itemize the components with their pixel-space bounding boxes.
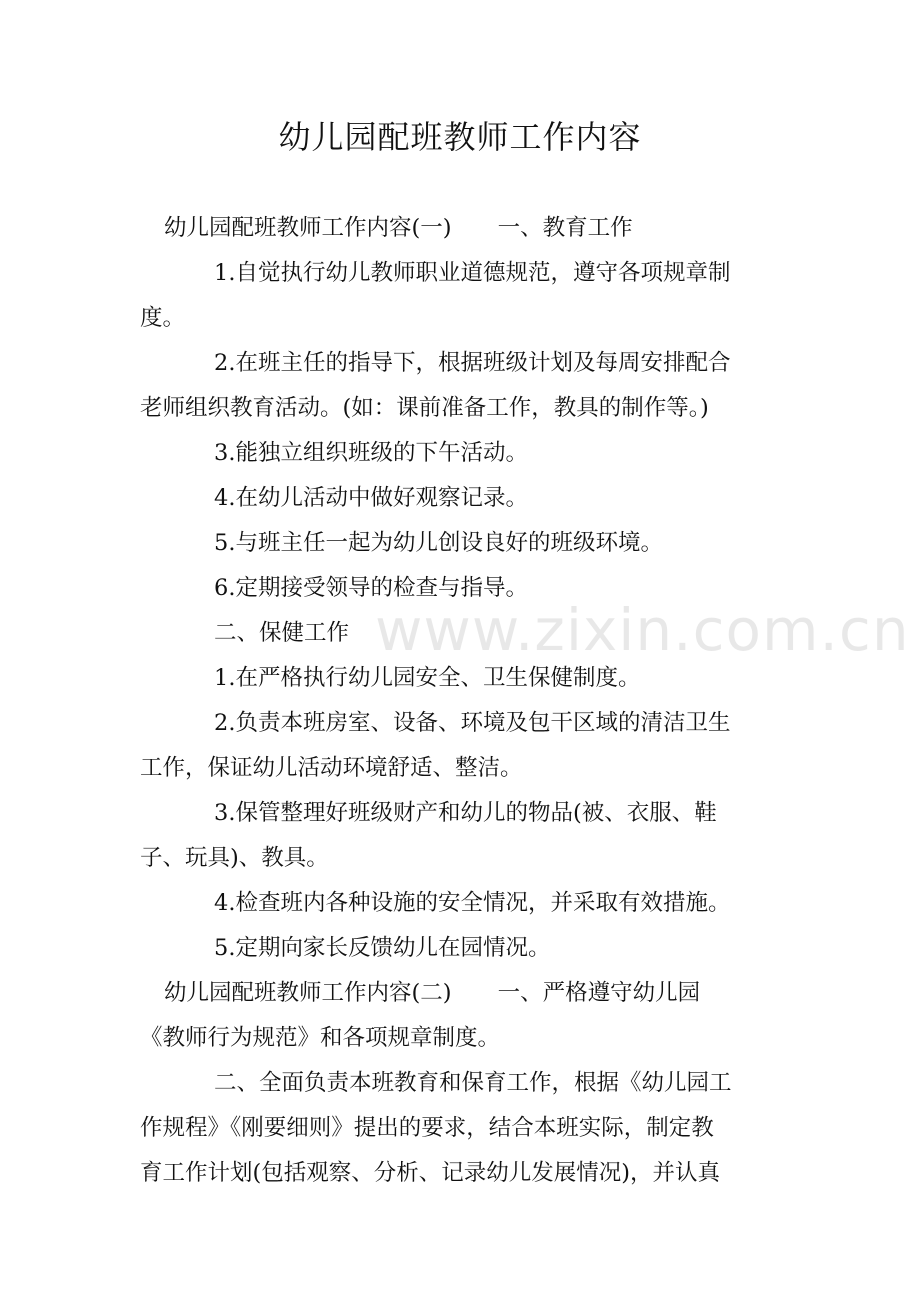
paragraph-line: 4.在幼儿活动中做好观察记录。 [214,485,528,511]
paragraph-line: 4.检查班内各种设施的安全情况，并采取有效措施。 [214,890,731,916]
watermark: www.zixin.com.cn [375,596,910,664]
paragraph-line: 1.自觉执行幼儿教师职业道德规范，遵守各项规章制 [214,260,731,286]
paragraph-line: 老师组织教育活动。(如：课前准备工作，教具的制作等。) [140,395,709,421]
paragraph-line: 子、玩具)、教具。 [140,845,329,871]
paragraph-line: 二、全面负责本班教育和保育工作，根据《幼儿园工 [214,1070,732,1096]
paragraph-line: 2.在班主任的指导下，根据班级计划及每周安排配合 [214,350,731,376]
section-title: 幼儿园配班教师工作内容(一) [164,215,452,241]
paragraph-line: 1.在严格执行幼儿园安全、卫生保健制度。 [214,665,641,691]
paragraph-line: 6.定期接受领导的检查与指导。 [214,575,528,601]
paragraph-text: 一、严格遵守幼儿园 [497,980,701,1006]
paragraph-line: 《教师行为规范》和各项规章制度。 [140,1025,501,1051]
subsection-heading: 一、教育工作 [497,215,633,241]
page-title: 幼儿园配班教师工作内容 [278,118,642,156]
paragraph-line: 5.与班主任一起为幼儿创设良好的班级环境。 [214,530,663,556]
paragraph-line: 3.能独立组织班级的下午活动。 [214,440,528,466]
paragraph-line: 3.保管整理好班级财产和幼儿的物品(被、衣服、鞋 [214,800,717,826]
paragraph-line: 作规程》《刚要细则》提出的要求，结合本班实际，制定教 [140,1115,714,1141]
subsection-heading: 二、保健工作 [214,620,350,646]
paragraph-line: 工作，保证幼儿活动环境舒适、整洁。 [140,755,523,781]
paragraph-line: 2.负责本班房室、设备、环境及包干区域的清洁卫生 [214,710,731,736]
section-title: 幼儿园配班教师工作内容(二) [164,980,452,1006]
paragraph-line: 育工作计划(包括观察、分析、记录幼儿发展情况)，并认真 [140,1160,721,1186]
section-heading-line [140,206,785,251]
paragraph-line: 度。 [140,305,186,331]
section-heading-line [140,971,785,1016]
paragraph-line: 5.定期向家长反馈幼儿在园情况。 [214,935,551,961]
document-body [140,206,785,1196]
